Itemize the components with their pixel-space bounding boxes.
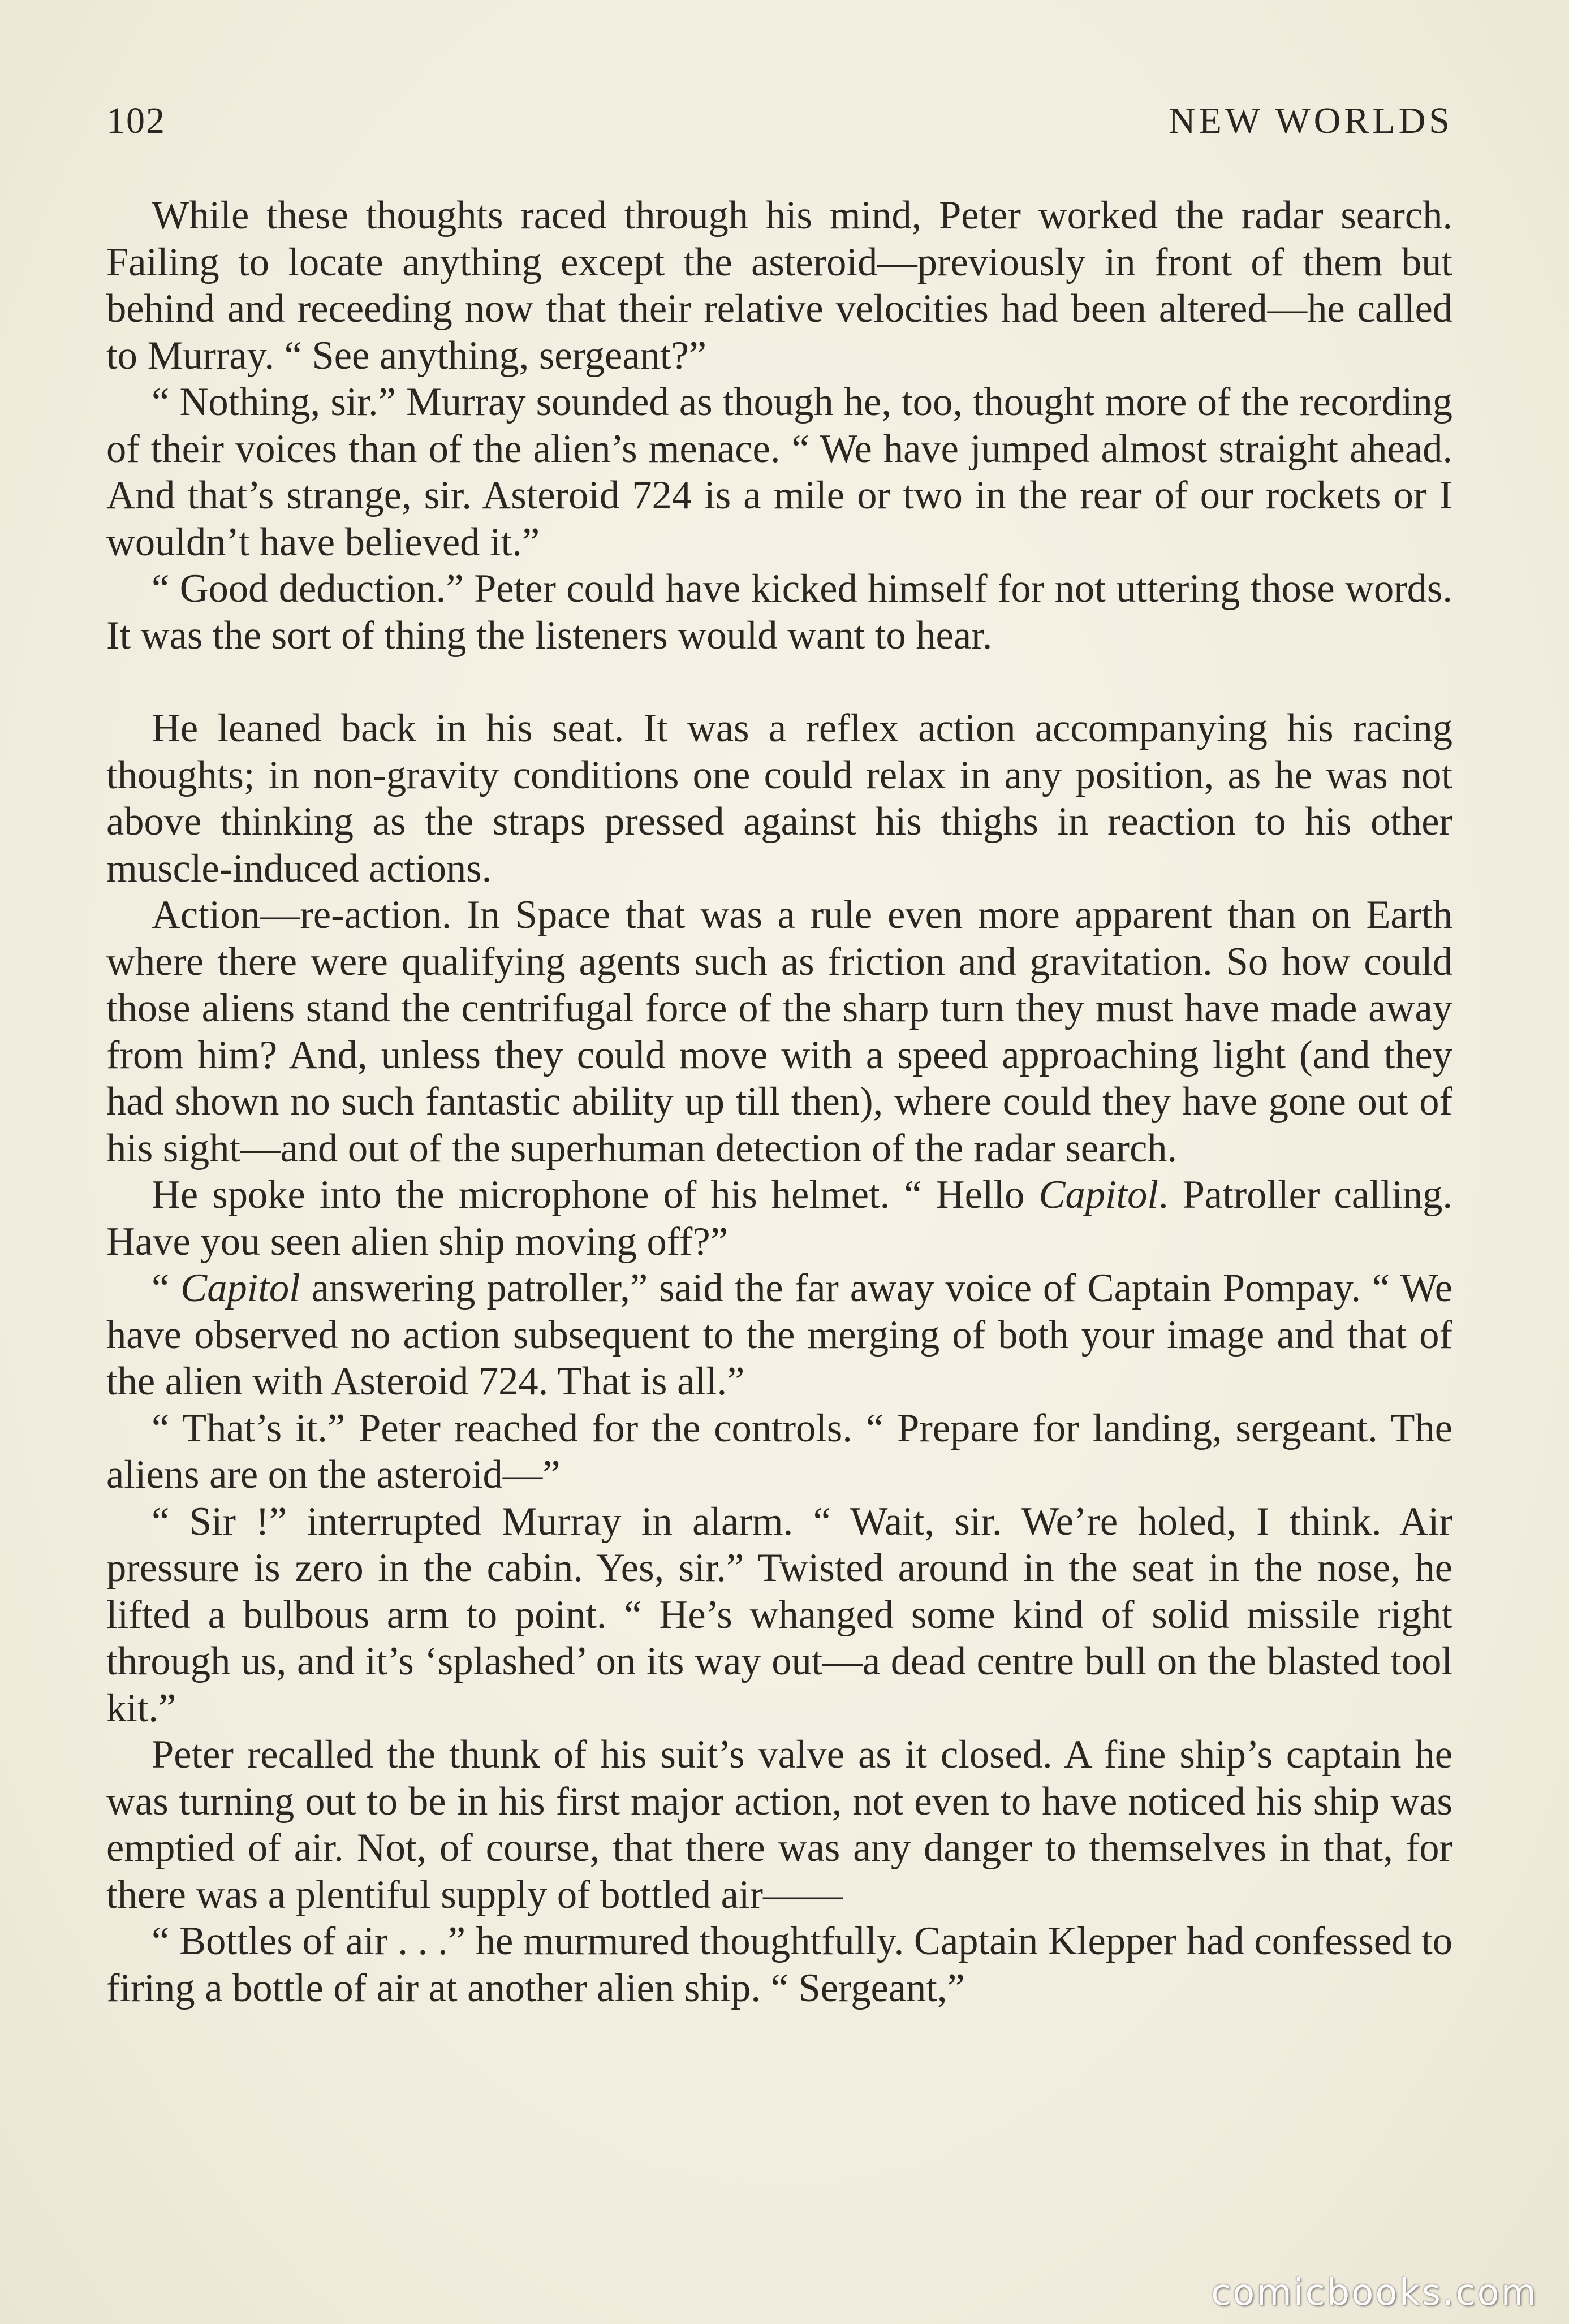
paragraph: He leaned back in his seat. It was a reflex action accompanying his racing thoughts; in non-gravity conditions one could relax in any position, as he was not above thinking as the straps pressed against his thighs in reaction to his other muscle-induced actions. [106, 706, 1452, 891]
paragraph: “ Nothing, sir.” Murray sounded as though he, too, thought more of the recording of their voices than of the alien’s menace. “ We have jumped almost straight ahead. And that’s strange, sir. Asteroid 724 is a mile or two in the rear of our rockets or I wouldn’t have believed it.” [106, 380, 1452, 564]
page-header [106, 100, 1453, 150]
paragraph: He spoke into the microphone of his helmet. “ Hello Capitol. Patroller calling. Have you seen alien ship moving off?” [106, 1173, 1452, 1264]
running-head: NEW WORLDS [1168, 100, 1453, 141]
ship-name: Capitol [180, 1266, 300, 1310]
page-number: 102 [106, 100, 166, 141]
paragraph: Action—re-action. In Space that was a rule even more apparent than on Earth where there were qualifying agents such as friction and gravitation. So how could those aliens stand the centrifugal force of the sharp turn they must have made away from him? And, unless they could move with a speed approaching light (and they had shown no such fantastic ability up till then), where could they have gone out of his sight—and out of the superhuman detection of the radar search. [106, 893, 1452, 1170]
watermark: comicbooks.com [1210, 2272, 1538, 2314]
paragraph: “ That’s it.” Peter reached for the controls. “ Prepare for landing, sergeant. The aliens are on the asteroid—” [106, 1406, 1452, 1497]
paragraph: “ Sir !” interrupted Murray in alarm. “ Wait, sir. We’re holed, I think. Air pressure is zero in the cabin. Yes, sir.” Twisted around in the seat in the nose, he lifted a bulbous arm to point. “ He’s whanged some kind of solid missile right through us, and it’s ‘splashed’ on its way out—a dead centre bull on the blasted tool kit.” [106, 1499, 1452, 1730]
paragraph: “ Bottles of air . . .” he murmured thoughtfully. Captain Klepper had confessed to firing a bottle of air at another alien ship. “ Sergeant,” [106, 1919, 1452, 2010]
paragraph: Peter recalled the thunk of his suit’s valve as it closed. A fine ship’s captain he was turning out to be in his first major action, not even to have noticed his ship was emptied of air. Not, of course, that there was any danger to themselves in that, for there was a plentiful supply of bottled air—— [106, 1733, 1452, 1917]
paragraph: “ Capitol answering patroller,” said the far away voice of Captain Pompay. “ We have observed no action subsequent to the merging of both your image and that of the alien with Asteroid 724. That is all.” [106, 1266, 1452, 1403]
ship-name: Capitol [1038, 1173, 1158, 1217]
paragraph: While these thoughts raced through his mind, Peter worked the radar search. Failing to locate anything except the asteroid—previously in front of them but behind and receeding now that their relative velocities had been altered—he called to Murray. “ See anything, sergeant?” [106, 193, 1452, 378]
body-text [106, 192, 1452, 2011]
paragraph: “ Good deduction.” Peter could have kicked himself for not uttering those words. It was the sort of thing the listeners would want to hear. [106, 567, 1452, 658]
